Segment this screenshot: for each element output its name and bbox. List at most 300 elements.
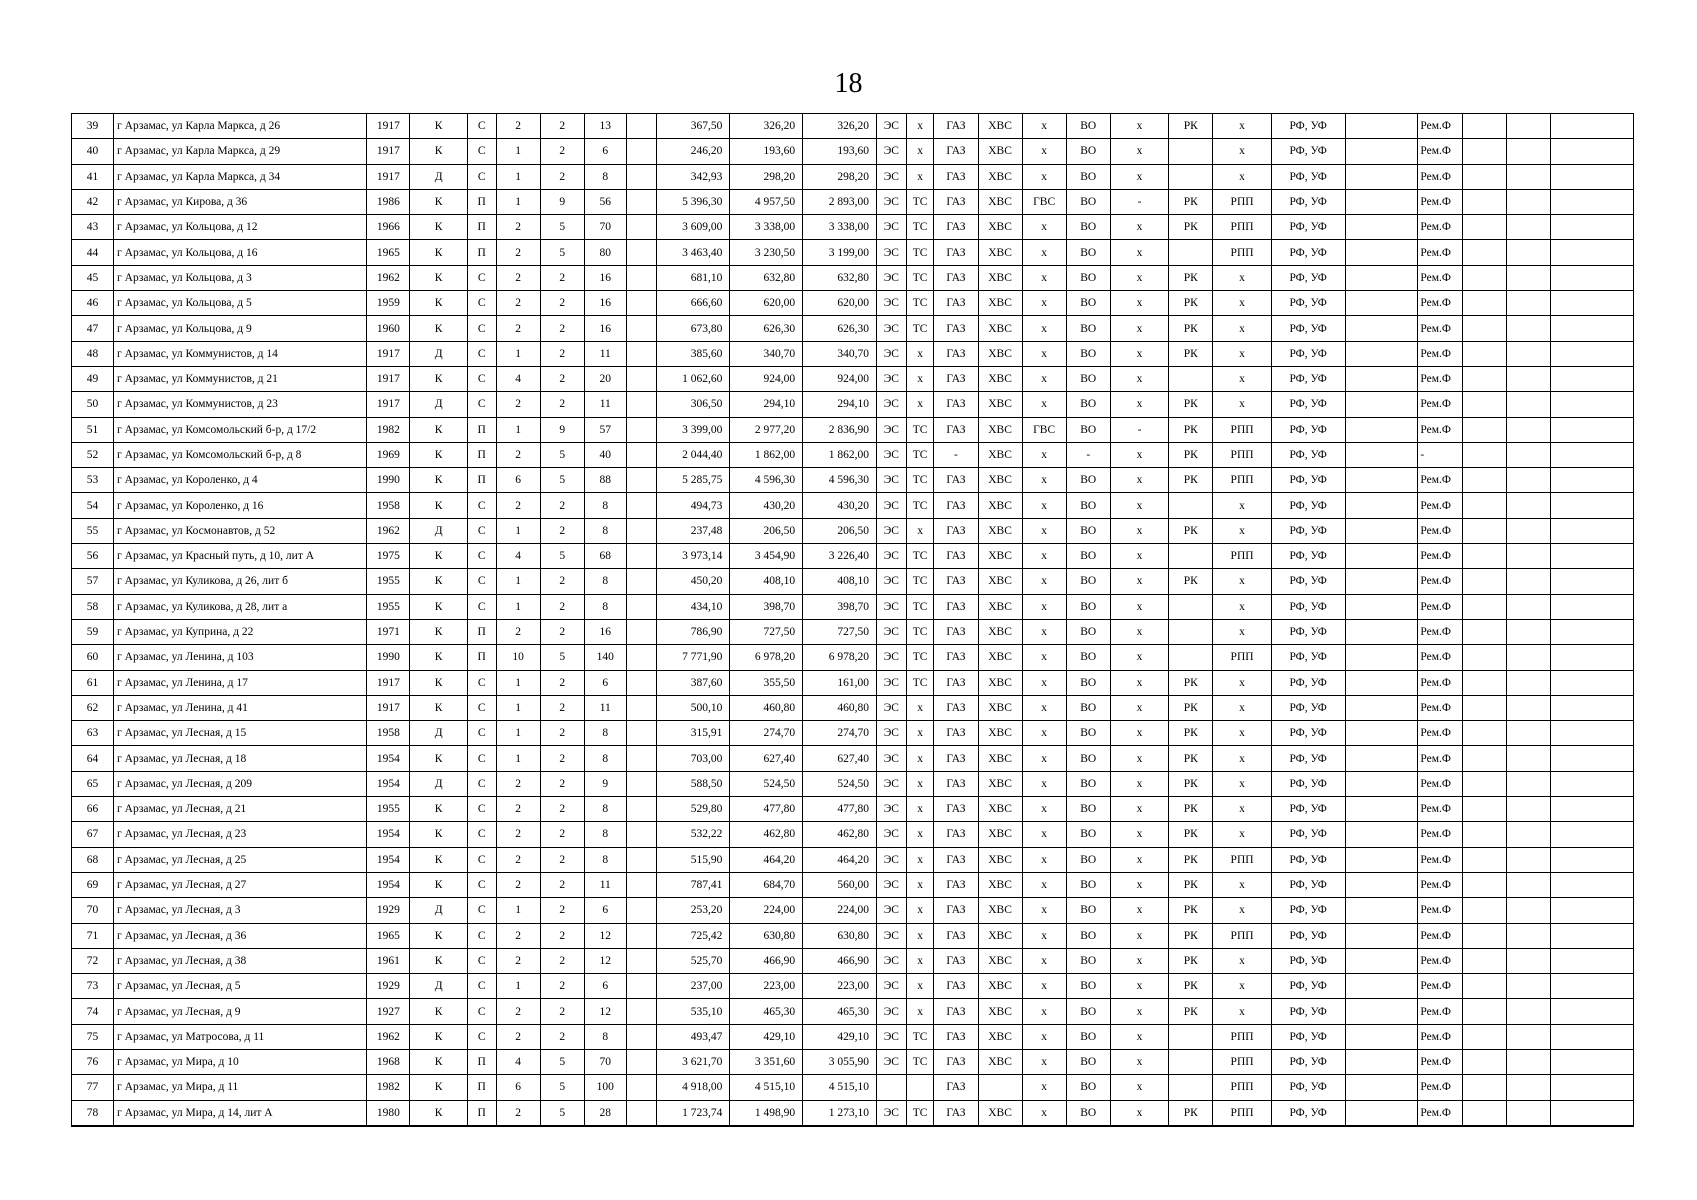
table-cell xyxy=(1550,847,1633,872)
table-cell: С xyxy=(467,746,496,771)
table-cell: ГАЗ xyxy=(934,721,978,746)
table-cell: х xyxy=(1110,316,1168,341)
table-cell: 2 xyxy=(496,999,540,1024)
table-cell: 16 xyxy=(584,291,626,316)
table-row xyxy=(72,417,1634,442)
table-cell xyxy=(1345,695,1418,720)
table-cell: 1958 xyxy=(367,493,410,518)
table-cell: г Арзамас, ул Лесная, д 38 xyxy=(114,948,367,973)
table-cell: РФ, УФ xyxy=(1271,797,1345,822)
table-cell: ГАЗ xyxy=(934,1100,978,1126)
table-cell xyxy=(1462,544,1506,569)
table-cell: х xyxy=(1022,619,1066,644)
table-cell: 4 xyxy=(496,544,540,569)
table-cell: г Арзамас, ул Короленко, д 16 xyxy=(114,493,367,518)
table-cell: г Арзамас, ул Красный путь, д 10, лит А xyxy=(114,544,367,569)
table-cell: РПП xyxy=(1213,442,1271,467)
table-cell: 493,47 xyxy=(656,1024,730,1049)
table-cell: х xyxy=(906,948,934,973)
table-cell: РПП xyxy=(1213,847,1271,872)
table-cell xyxy=(626,215,656,240)
table-cell xyxy=(1550,746,1633,771)
table-row xyxy=(72,1075,1634,1100)
table-cell: 2 xyxy=(496,1024,540,1049)
table-cell: Рем.Ф xyxy=(1418,670,1462,695)
table-cell: 8 xyxy=(584,493,626,518)
table-cell: 40 xyxy=(584,442,626,467)
table-cell: Рем.Ф xyxy=(1418,1024,1462,1049)
table-cell: х xyxy=(1110,594,1168,619)
table-cell: РФ, УФ xyxy=(1271,619,1345,644)
table-cell: 1 xyxy=(496,695,540,720)
table-cell: ГАЗ xyxy=(934,847,978,872)
table-cell: 41 xyxy=(72,164,114,189)
table-cell: 1917 xyxy=(367,164,410,189)
table-cell: 408,10 xyxy=(803,569,877,594)
table-cell: РК xyxy=(1169,695,1213,720)
table-cell: х xyxy=(1213,721,1271,746)
table-cell: ГАЗ xyxy=(934,898,978,923)
table-cell xyxy=(1550,771,1633,796)
table-cell: 223,00 xyxy=(730,974,803,999)
table-cell: Рем.Ф xyxy=(1418,265,1462,290)
table-cell: 524,50 xyxy=(803,771,877,796)
table-cell: ВО xyxy=(1066,392,1110,417)
table-cell: 4 515,10 xyxy=(730,1075,803,1100)
table-cell xyxy=(626,948,656,973)
table-cell xyxy=(626,771,656,796)
table-cell: 253,20 xyxy=(656,898,730,923)
table-cell: ТС xyxy=(906,442,934,467)
table-cell: ГАЗ xyxy=(934,923,978,948)
table-cell: х xyxy=(1110,822,1168,847)
table-cell: х xyxy=(1022,139,1066,164)
table-cell: ЭС xyxy=(876,544,906,569)
table-cell xyxy=(1550,695,1633,720)
table-cell xyxy=(1345,493,1418,518)
table-cell: х xyxy=(1110,164,1168,189)
table-cell xyxy=(1462,164,1506,189)
table-cell: РК xyxy=(1169,392,1213,417)
table-cell xyxy=(1506,872,1550,897)
table-row xyxy=(72,240,1634,265)
table-cell xyxy=(1506,923,1550,948)
table-cell: 2 xyxy=(496,240,540,265)
table-cell: П xyxy=(467,468,496,493)
table-cell: ЭС xyxy=(876,265,906,290)
table-cell xyxy=(1345,569,1418,594)
table-cell: г Арзамас, ул Комсомольский б-р, д 17/2 xyxy=(114,417,367,442)
table-cell xyxy=(1345,265,1418,290)
table-cell: П xyxy=(467,417,496,442)
table-cell: ГАЗ xyxy=(934,594,978,619)
table-cell: г Арзамас, ул Лесная, д 3 xyxy=(114,898,367,923)
table-cell: 1929 xyxy=(367,898,410,923)
table-cell: РК xyxy=(1169,417,1213,442)
table-cell: х xyxy=(1213,164,1271,189)
table-cell: К xyxy=(410,442,467,467)
table-cell xyxy=(626,265,656,290)
table-cell: К xyxy=(410,645,467,670)
table-cell: 1 062,60 xyxy=(656,366,730,391)
table-cell: х xyxy=(1213,518,1271,543)
table-cell: РФ, УФ xyxy=(1271,974,1345,999)
table-cell: ВО xyxy=(1066,215,1110,240)
table-cell xyxy=(1506,619,1550,644)
table-cell: 3 399,00 xyxy=(656,417,730,442)
table-row xyxy=(72,797,1634,822)
table-cell: х xyxy=(1022,923,1066,948)
table-cell xyxy=(1506,1075,1550,1100)
table-cell xyxy=(1345,164,1418,189)
table-cell xyxy=(626,139,656,164)
table-cell: 340,70 xyxy=(803,341,877,366)
table-cell: 525,70 xyxy=(656,948,730,973)
table-cell: х xyxy=(1022,518,1066,543)
table-cell xyxy=(1462,822,1506,847)
table-cell: П xyxy=(467,1075,496,1100)
table-cell: х xyxy=(1022,265,1066,290)
table-cell: ВО xyxy=(1066,189,1110,214)
table-cell: 5 xyxy=(540,544,584,569)
table-cell: х xyxy=(1110,746,1168,771)
table-row xyxy=(72,114,1634,139)
table-cell: - xyxy=(1110,189,1168,214)
table-cell: х xyxy=(906,695,934,720)
table-cell xyxy=(1550,594,1633,619)
table-cell: ТС xyxy=(906,468,934,493)
table-cell: РФ, УФ xyxy=(1271,923,1345,948)
table-cell: 2 xyxy=(540,341,584,366)
table-cell: г Арзамас, ул Кольцова, д 3 xyxy=(114,265,367,290)
table-cell: 1 xyxy=(496,341,540,366)
table-cell: 430,20 xyxy=(803,493,877,518)
table-cell xyxy=(1550,417,1633,442)
table-cell: С xyxy=(467,847,496,872)
table-cell: К xyxy=(410,670,467,695)
table-cell: ГАЗ xyxy=(934,164,978,189)
table-cell: ЭС xyxy=(876,1049,906,1074)
table-cell: РК xyxy=(1169,569,1213,594)
table-cell: ЭС xyxy=(876,746,906,771)
table-cell: ВО xyxy=(1066,948,1110,973)
table-cell xyxy=(626,569,656,594)
table-cell: х xyxy=(906,746,934,771)
table-cell: 1965 xyxy=(367,923,410,948)
table-cell: ГАЗ xyxy=(934,1024,978,1049)
table-cell: ХВС xyxy=(978,594,1022,619)
table-cell: 2 xyxy=(540,493,584,518)
table-cell: РФ, УФ xyxy=(1271,316,1345,341)
table-cell xyxy=(1550,442,1633,467)
table-cell: 246,20 xyxy=(656,139,730,164)
table-cell: ГАЗ xyxy=(934,619,978,644)
table-cell xyxy=(1462,1024,1506,1049)
table-cell: 12 xyxy=(584,999,626,1024)
table-row xyxy=(72,898,1634,923)
table-cell: ХВС xyxy=(978,265,1022,290)
table-cell xyxy=(1506,139,1550,164)
table-cell: 620,00 xyxy=(803,291,877,316)
table-cell: 2 xyxy=(540,291,584,316)
table-cell xyxy=(1345,721,1418,746)
table-cell: ГАЗ xyxy=(934,822,978,847)
table-cell: 20 xyxy=(584,366,626,391)
table-cell: г Арзамас, ул Ленина, д 17 xyxy=(114,670,367,695)
table-cell: 2 xyxy=(540,619,584,644)
table-cell: 477,80 xyxy=(803,797,877,822)
table-cell: 515,90 xyxy=(656,847,730,872)
table-cell: С xyxy=(467,721,496,746)
table-cell: ТС xyxy=(906,215,934,240)
table-cell: ГАЗ xyxy=(934,544,978,569)
table-cell: 2 xyxy=(496,265,540,290)
table-cell: 298,20 xyxy=(803,164,877,189)
table-cell: х xyxy=(1110,240,1168,265)
table-cell: 8 xyxy=(584,721,626,746)
table-cell: ХВС xyxy=(978,291,1022,316)
table-cell: Рем.Ф xyxy=(1418,797,1462,822)
table-cell: 294,10 xyxy=(730,392,803,417)
table-cell: ВО xyxy=(1066,518,1110,543)
table-cell: х xyxy=(1022,1100,1066,1126)
table-cell xyxy=(1506,670,1550,695)
table-cell xyxy=(1169,1024,1213,1049)
table-cell xyxy=(1550,518,1633,543)
table-cell: С xyxy=(467,695,496,720)
table-cell: 71 xyxy=(72,923,114,948)
table-cell: ЭС xyxy=(876,594,906,619)
table-cell: х xyxy=(906,139,934,164)
table-cell xyxy=(1345,594,1418,619)
table-cell: 787,41 xyxy=(656,872,730,897)
table-cell: 68 xyxy=(72,847,114,872)
table-cell: ХВС xyxy=(978,721,1022,746)
table-cell: г Арзамас, ул Комсомольский б-р, д 8 xyxy=(114,442,367,467)
table-cell: 8 xyxy=(584,847,626,872)
table-cell: х xyxy=(1022,366,1066,391)
table-cell: 5 285,75 xyxy=(656,468,730,493)
table-cell: ЭС xyxy=(876,847,906,872)
table-cell: 12 xyxy=(584,948,626,973)
table-cell xyxy=(1550,544,1633,569)
table-cell: 50 xyxy=(72,392,114,417)
table-cell: РФ, УФ xyxy=(1271,822,1345,847)
table-cell xyxy=(1550,341,1633,366)
table-cell: 3 055,90 xyxy=(803,1049,877,1074)
table-cell xyxy=(1506,189,1550,214)
table-cell: ХВС xyxy=(978,948,1022,973)
table-row xyxy=(72,442,1634,467)
table-cell: 2 xyxy=(496,948,540,973)
table-cell: РФ, УФ xyxy=(1271,1049,1345,1074)
table-cell: РК xyxy=(1169,1100,1213,1126)
table-cell: 2 xyxy=(540,695,584,720)
table-cell: 727,50 xyxy=(730,619,803,644)
table-cell xyxy=(1462,1049,1506,1074)
table-cell: 2 xyxy=(496,847,540,872)
table-cell: 52 xyxy=(72,442,114,467)
table-cell xyxy=(1550,493,1633,518)
table-cell: 54 xyxy=(72,493,114,518)
table-cell: 355,50 xyxy=(730,670,803,695)
table-cell: ТС xyxy=(906,594,934,619)
table-cell: 61 xyxy=(72,670,114,695)
table-cell: РК xyxy=(1169,822,1213,847)
table-cell: 1 xyxy=(496,898,540,923)
table-cell: РК xyxy=(1169,872,1213,897)
table-cell: ХВС xyxy=(978,898,1022,923)
table-cell: 63 xyxy=(72,721,114,746)
table-cell: 6 978,20 xyxy=(730,645,803,670)
table-cell: ЭС xyxy=(876,695,906,720)
table-cell xyxy=(1506,518,1550,543)
table-cell xyxy=(1345,619,1418,644)
housing-register-table xyxy=(71,113,1634,1127)
table-cell: Рем.Ф xyxy=(1418,544,1462,569)
table-cell: х xyxy=(1110,847,1168,872)
table-cell: 65 xyxy=(72,771,114,796)
table-cell: 1962 xyxy=(367,1024,410,1049)
table-cell xyxy=(626,872,656,897)
table-cell: Рем.Ф xyxy=(1418,872,1462,897)
table-cell: ХВС xyxy=(978,215,1022,240)
table-cell: С xyxy=(467,797,496,822)
table-cell xyxy=(1550,189,1633,214)
table-cell: К xyxy=(410,746,467,771)
table-cell xyxy=(1345,240,1418,265)
table-cell: 3 621,70 xyxy=(656,1049,730,1074)
table-cell: х xyxy=(1213,594,1271,619)
table-body xyxy=(72,114,1634,1126)
table-cell: 88 xyxy=(584,468,626,493)
table-cell: 464,20 xyxy=(803,847,877,872)
table-cell: ГАЗ xyxy=(934,493,978,518)
table-cell: 1 862,00 xyxy=(730,442,803,467)
table-cell: х xyxy=(1022,594,1066,619)
table-cell: Д xyxy=(410,974,467,999)
table-cell: ГАЗ xyxy=(934,518,978,543)
table-cell: 1927 xyxy=(367,999,410,1024)
table-cell: 2 xyxy=(496,392,540,417)
table-cell: х xyxy=(1022,645,1066,670)
table-cell: 632,80 xyxy=(803,265,877,290)
table-cell: РФ, УФ xyxy=(1271,392,1345,417)
table-cell xyxy=(1550,974,1633,999)
table-cell: 630,80 xyxy=(803,923,877,948)
table-cell: 725,42 xyxy=(656,923,730,948)
table-cell: С xyxy=(467,1024,496,1049)
table-cell: РК xyxy=(1169,771,1213,796)
table-cell: х xyxy=(1022,544,1066,569)
table-cell: х xyxy=(1022,670,1066,695)
table-cell: х xyxy=(1110,442,1168,467)
table-cell: ТС xyxy=(906,1024,934,1049)
table-cell: ГАЗ xyxy=(934,1075,978,1100)
table-cell xyxy=(1550,316,1633,341)
table-cell xyxy=(1169,544,1213,569)
table-cell: г Арзамас, ул Мира, д 14, лит А xyxy=(114,1100,367,1126)
table-cell: К xyxy=(410,114,467,139)
table-cell xyxy=(1345,974,1418,999)
table-cell xyxy=(1462,341,1506,366)
table-cell: 727,50 xyxy=(803,619,877,644)
table-cell xyxy=(1506,974,1550,999)
table-row xyxy=(72,291,1634,316)
table-cell xyxy=(1345,746,1418,771)
table-cell xyxy=(1462,468,1506,493)
table-cell: г Арзамас, ул Коммунистов, д 21 xyxy=(114,366,367,391)
table-cell: 529,80 xyxy=(656,797,730,822)
table-cell: 494,73 xyxy=(656,493,730,518)
table-cell xyxy=(626,1100,656,1126)
table-cell: РК xyxy=(1169,189,1213,214)
table-cell: Рем.Ф xyxy=(1418,569,1462,594)
table-cell: х xyxy=(1213,316,1271,341)
table-cell: 193,60 xyxy=(730,139,803,164)
table-cell: РФ, УФ xyxy=(1271,847,1345,872)
table-cell: ЭС xyxy=(876,417,906,442)
table-cell: ТС xyxy=(906,316,934,341)
table-cell xyxy=(626,291,656,316)
table-cell: ВО xyxy=(1066,847,1110,872)
table-cell: 1929 xyxy=(367,974,410,999)
table-cell: 429,10 xyxy=(730,1024,803,1049)
table-cell: 1 xyxy=(496,417,540,442)
table-cell: 462,80 xyxy=(803,822,877,847)
table-cell xyxy=(1550,797,1633,822)
table-row xyxy=(72,822,1634,847)
table-cell: 8 xyxy=(584,822,626,847)
table-cell: 206,50 xyxy=(730,518,803,543)
table-cell: Рем.Ф xyxy=(1418,291,1462,316)
table-cell: ХВС xyxy=(978,797,1022,822)
table-cell: х xyxy=(1022,164,1066,189)
table-cell: г Арзамас, ул Ленина, д 103 xyxy=(114,645,367,670)
table-cell: х xyxy=(1110,797,1168,822)
table-cell: 429,10 xyxy=(803,1024,877,1049)
table-cell: 6 xyxy=(584,139,626,164)
table-cell: г Арзамас, ул Короленко, д 4 xyxy=(114,468,367,493)
table-cell xyxy=(1550,1100,1633,1126)
table-cell: 630,80 xyxy=(730,923,803,948)
table-cell: ГАЗ xyxy=(934,139,978,164)
table-cell: 67 xyxy=(72,822,114,847)
table-cell: 1965 xyxy=(367,240,410,265)
table-cell: Рем.Ф xyxy=(1418,948,1462,973)
table-cell: ГАЗ xyxy=(934,872,978,897)
table-cell xyxy=(1169,1075,1213,1100)
table-cell: С xyxy=(467,139,496,164)
table-cell: 2 xyxy=(540,822,584,847)
table-cell: ЭС xyxy=(876,518,906,543)
table-cell xyxy=(1462,948,1506,973)
table-cell: К xyxy=(410,923,467,948)
table-cell xyxy=(1506,1024,1550,1049)
table-cell xyxy=(1462,974,1506,999)
table-cell: х xyxy=(1022,797,1066,822)
table-cell: 398,70 xyxy=(803,594,877,619)
table-cell xyxy=(1345,291,1418,316)
table-cell: К xyxy=(410,215,467,240)
table-cell: 2 xyxy=(540,392,584,417)
table-cell: ВО xyxy=(1066,670,1110,695)
table-cell: 2 xyxy=(540,316,584,341)
table-cell: С xyxy=(467,291,496,316)
table-cell: 6 xyxy=(584,898,626,923)
table-cell xyxy=(1462,695,1506,720)
table-cell: - xyxy=(1418,442,1462,467)
